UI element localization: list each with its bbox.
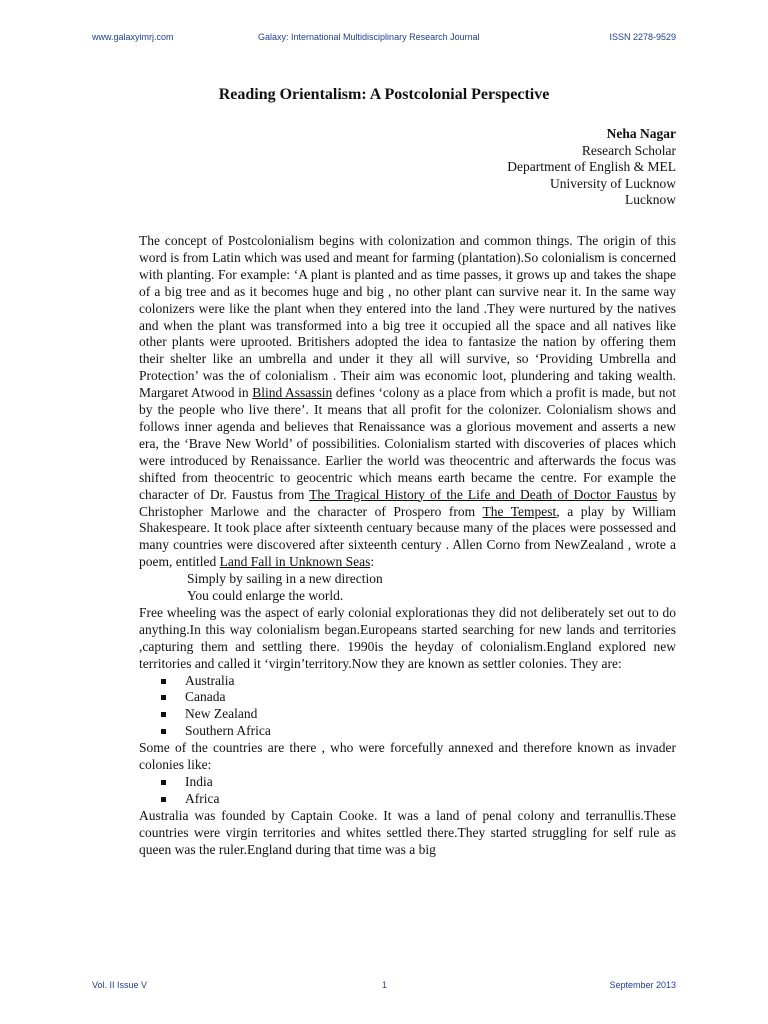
issue-date: September 2013 bbox=[609, 980, 676, 990]
paragraph-australia: Australia was founded by Captain Cooke. It was a land of penal colony and terranullis.These countries were virgin territories and whites settled there.They started struggling for self rule as queen was the ruler.England during that time was a big bbox=[139, 807, 676, 857]
author-department: Department of English & MEL bbox=[507, 159, 676, 174]
list-item bbox=[139, 723, 676, 740]
list-item-text: Canada bbox=[185, 689, 226, 705]
paragraph-text: : bbox=[370, 554, 375, 570]
page-number: 1 bbox=[382, 980, 388, 990]
bullet-icon bbox=[161, 712, 166, 717]
paragraph-intro bbox=[139, 233, 676, 571]
article-title: Reading Orientalism: A Postcolonial Perspective bbox=[218, 86, 550, 103]
bullet-icon bbox=[161, 797, 166, 802]
list-item bbox=[139, 673, 676, 690]
invader-colonies-list bbox=[139, 774, 676, 808]
list-item bbox=[139, 791, 676, 808]
paragraph-text: defines ‘colony as a place from which a profit is made, but not by the people who live there’. It means that all profit for the colonizer. Colonialism shows and follows inner agenda and believes that Renaissance was a glorious movement and asserts a new era, the ‘Brave New World’ of possibilities. Colonialism started with discoveries of places which were introduced by Renaissance. Earlier the world was theocentric and afterwards the focus was shifted from theocentric to geocentric which means earth became the centre. For example the character of Dr. Faustus from bbox=[139, 385, 676, 502]
paragraph-invader: Some of the countries are there , who were forcefully annexed and therefore known as invader colonies like: bbox=[139, 740, 676, 773]
bullet-icon bbox=[161, 695, 166, 700]
journal-issn: ISSN 2278-9529 bbox=[609, 32, 676, 42]
list-item bbox=[139, 706, 676, 723]
journal-name: Galaxy: International Multidisciplinary Research Journal bbox=[258, 32, 480, 42]
list-item bbox=[139, 689, 676, 706]
list-item-text: Australia bbox=[185, 672, 235, 688]
author-university: University of Lucknow bbox=[550, 175, 676, 191]
bullet-icon bbox=[161, 679, 166, 684]
issue-label: Vol. II Issue V bbox=[92, 980, 148, 990]
list-item bbox=[139, 774, 676, 791]
list-item-text: Southern Africa bbox=[185, 723, 271, 739]
running-header bbox=[92, 32, 676, 44]
running-footer bbox=[92, 980, 676, 992]
paragraph-text: , a play by William Shakespeare. It took place after sixteenth centuary because many of the places were possessed and many countries were discovered after sixteenth century . Allen Corno from NewZealand , wrote a poem, entitled bbox=[139, 503, 676, 570]
journal-website: www.galaxyimrj.com bbox=[92, 32, 174, 42]
paragraph-text: by Christopher Marlowe and the character of Prospero from bbox=[139, 486, 676, 519]
poem-title-land-fall: Land Fall in Unknown Seas bbox=[219, 554, 371, 570]
author-city: Lucknow bbox=[625, 192, 676, 207]
author-block bbox=[507, 126, 676, 209]
author-role: Research Scholar bbox=[581, 142, 676, 158]
article-body bbox=[139, 233, 676, 859]
list-item-text: Africa bbox=[185, 790, 220, 806]
list-item-text: New Zealand bbox=[185, 706, 258, 722]
settler-colonies-list bbox=[139, 673, 676, 741]
bullet-icon bbox=[161, 780, 166, 785]
book-title-the-tempest: The Tempest bbox=[482, 503, 557, 519]
poem-line-2: You could enlarge the world. bbox=[187, 588, 344, 604]
poem-line-1: Simply by sailing in a new direction bbox=[187, 571, 383, 587]
book-title-doctor-faustus: The Tragical History of the Life and Death of Doctor Faustus bbox=[309, 486, 658, 502]
book-title-blind-assassin: Blind Assassin bbox=[252, 385, 333, 401]
paragraph-settler: Free wheeling was the aspect of early colonial explorationas they did not deliberately set out to do anything.In this way colonialism began.Europeans started searching for new lands and territories ,capturing them and settling there. 1990is the heyday of colonialism.England explored new territories and called it ‘virgin’territory.Now they are known as settler colonies. They are: bbox=[139, 604, 676, 671]
list-item-text: India bbox=[185, 774, 213, 789]
paragraph-text: The concept of Postcolonialism begins with colonization and common things. The origin of this word is from Latin which was used and meant for farming (plantation).So colonialism is concerned with planting. For example: ‘A plant is planted and as time passes, it grows up and takes the shape of a big tree and as it becomes huge and big , no other plant can survive near it. In the same way colonizers were like the plant when they entered into the land .They were nurtured by the natives and when the plant was transformed into a big tree it occupied all the space and all natives like other plants were uprooted. Britishers adopted the idea to fantasize the nation by offering them their shelter like an umbrella and under it they all will survive, so ‘Providing Umbrella and Protection’ was the of colonialism . Their aim was economic loot, plundering and taking wealth. Margaret Atwood in bbox=[139, 233, 676, 401]
bullet-icon bbox=[161, 729, 166, 734]
author-name: Neha Nagar bbox=[606, 126, 676, 141]
